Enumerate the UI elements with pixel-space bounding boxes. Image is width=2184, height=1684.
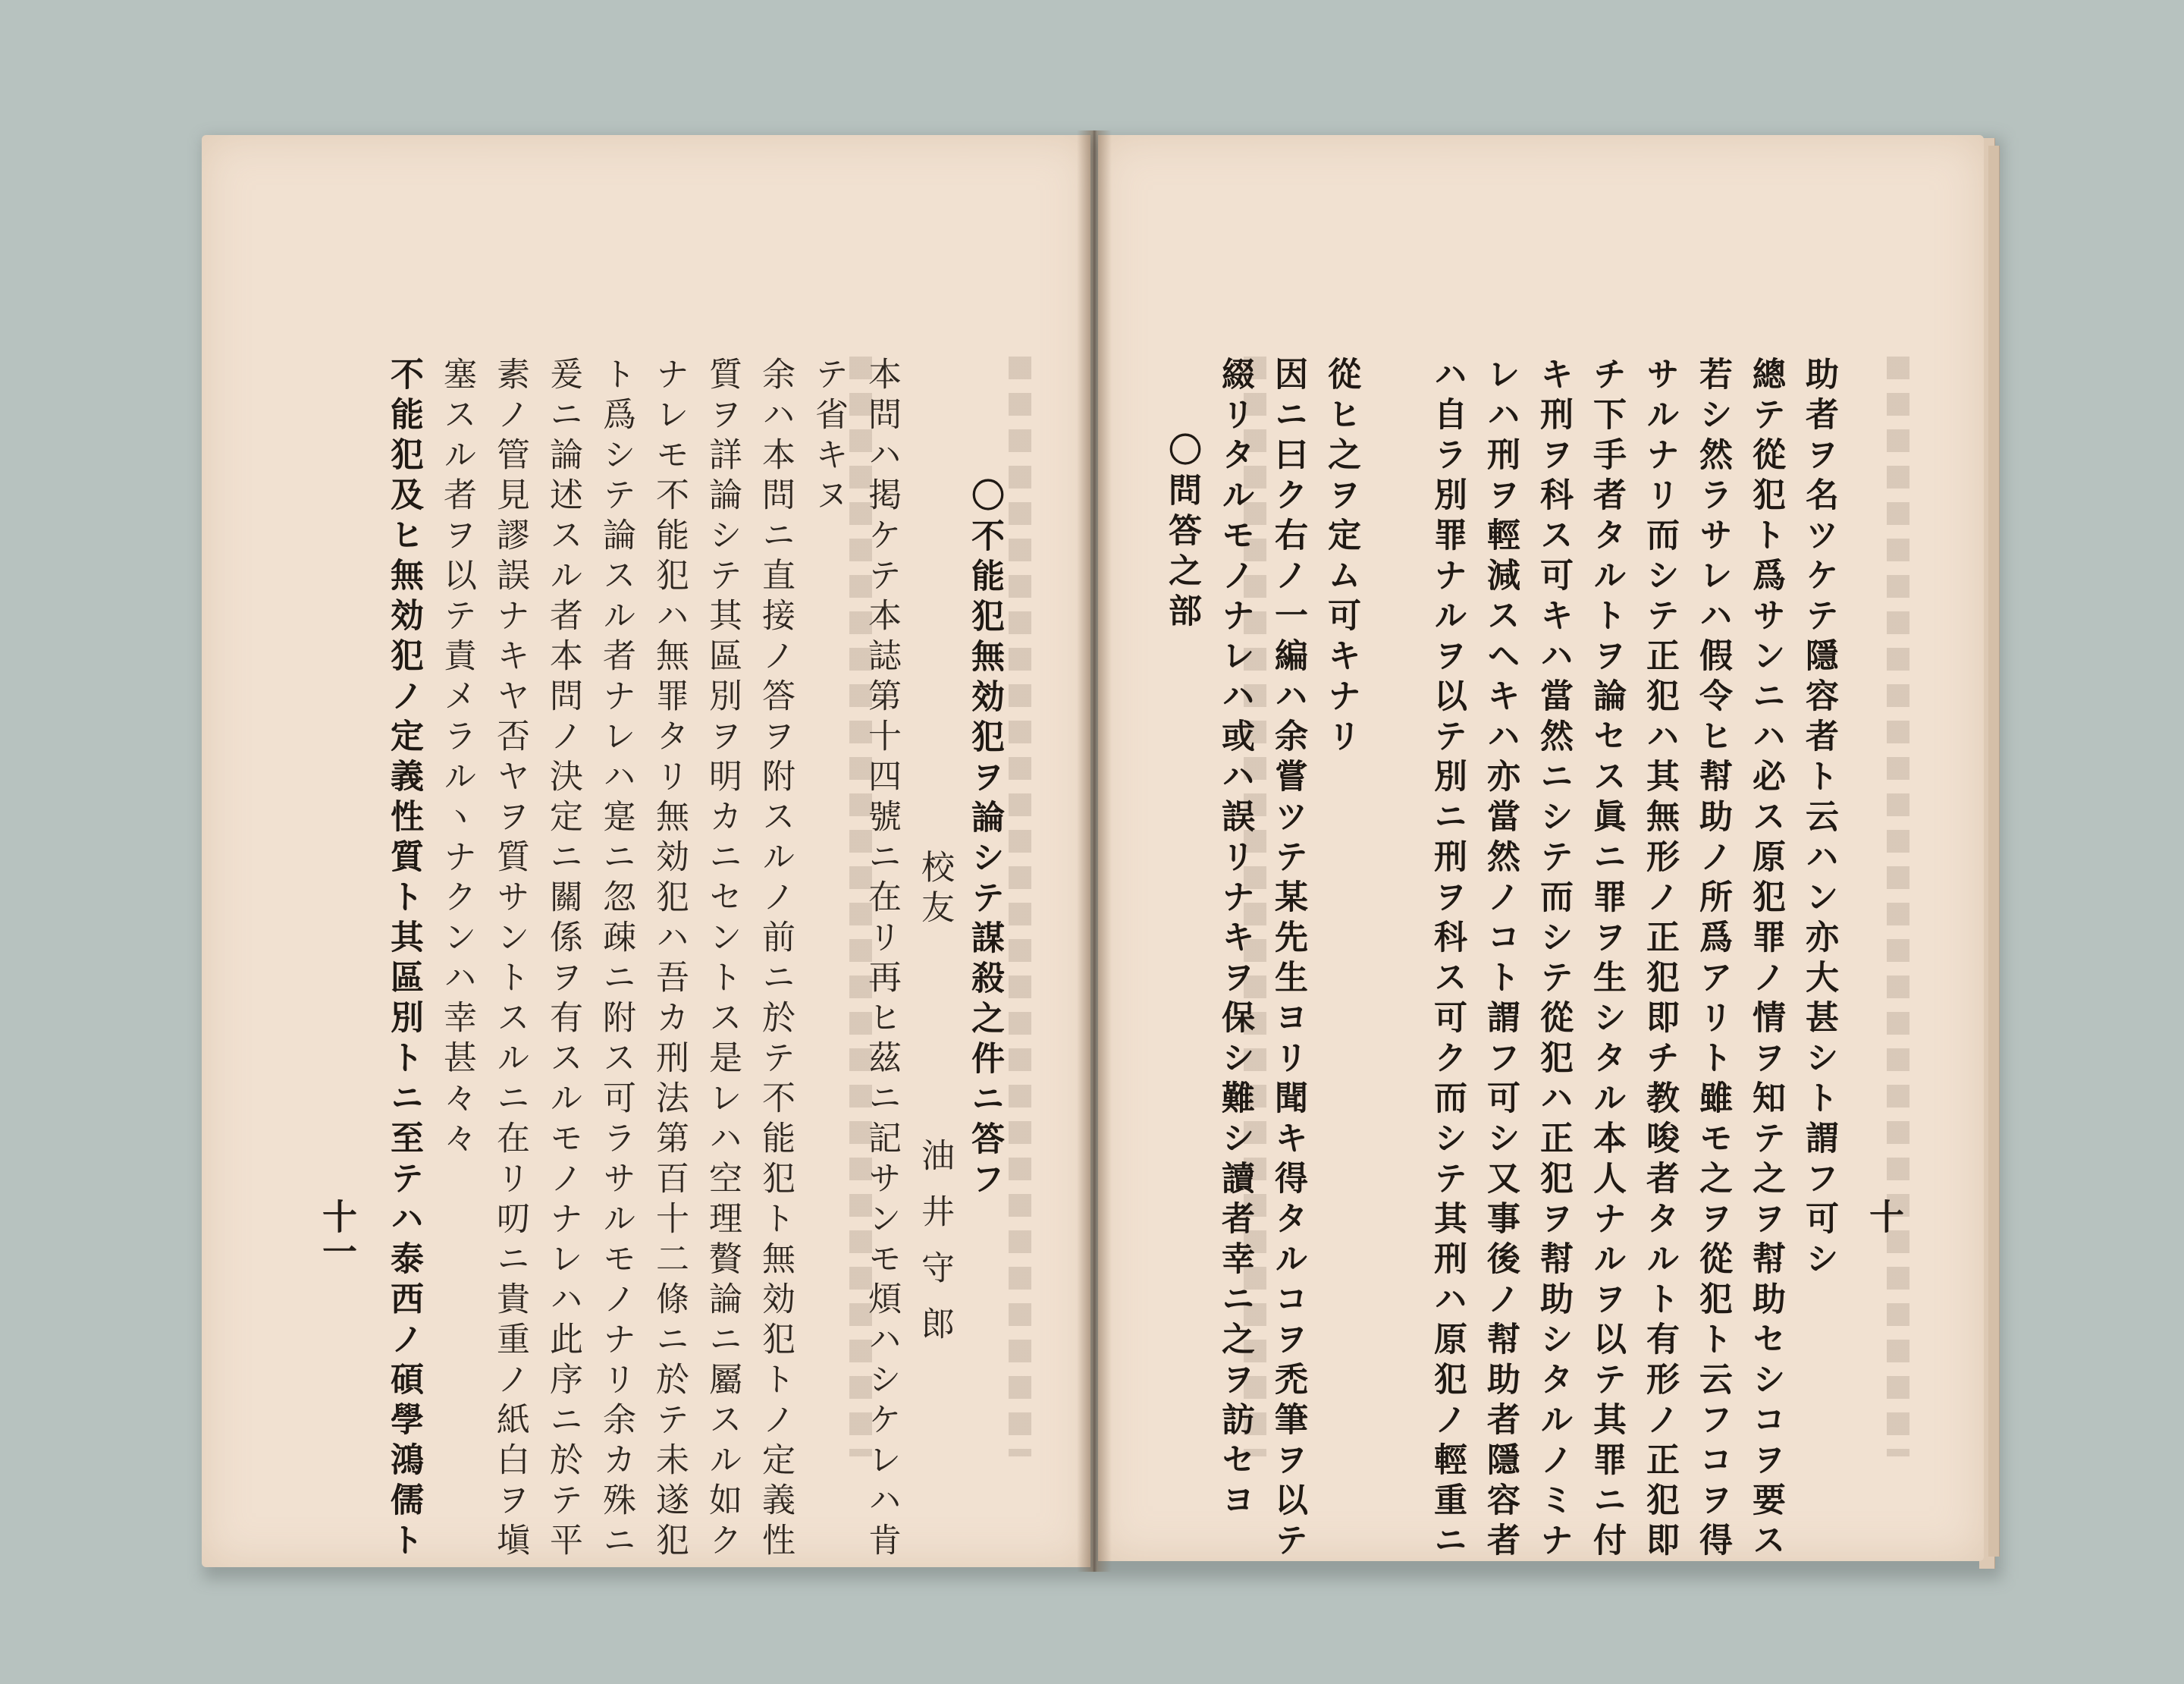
text-column: 助者ヲ名ツケテ隱容者ト云ハン亦大甚シト謂フ可シ	[1800, 357, 1838, 1281]
text-column: 總テ從犯ト爲サンニハ必ス原犯罪ノ情ヲ知テ之ヲ幇助セシコヲ要ス	[1746, 357, 1785, 1563]
show-through	[1009, 357, 1031, 1456]
text-column: ト爲シテ論スル者ナレハ寔ニ忽疎ニ附ス可ラサルモノナリ余カ殊ニ	[597, 357, 635, 1563]
text-column: キ刑ヲ科ス可キハ當然ニシテ而シテ從犯ハ正犯ヲ幇助シタルノミナ	[1534, 357, 1573, 1563]
text-column: 本問ハ掲ケテ本誌第十四號ニ在リ再ヒ茲ニ記サンモ煩ハシケレハ肯	[862, 357, 901, 1563]
text-column: チ下手者タルトヲ論セス眞ニ罪ヲ生シタル本人ナルヲ以テ其罪ニ付	[1587, 357, 1626, 1563]
text-column: 余ハ本問ニ直接ノ答ヲ附スルノ前ニ於テ不能犯ト無効犯トノ定義性	[756, 357, 795, 1563]
text-column: ナレモ不能犯ハ無罪タリ無効犯ハ吾カ刑法第百十二條ニ於テ未遂犯	[650, 357, 689, 1563]
text-column: 因ニ曰ク右ノ一編ハ余嘗ツテ某先生ヨリ聞キ得タルコヲ禿筆ヲ以テ	[1269, 357, 1307, 1563]
section-heading: 〇問答之部	[1163, 432, 1201, 633]
school-label: 校友	[915, 850, 954, 930]
text-column: 不能犯及ヒ無効犯ノ定義性質ト其區別トニ至テハ泰西ノ碩學鴻儒ト	[384, 357, 423, 1563]
text-column: 若シ然ラサレハ假令ヒ幇助ノ所爲アリト雖モ之ヲ從犯ト云フコヲ得	[1693, 357, 1732, 1563]
text-column: サルナリ而シテ正犯ハ其無形ノ正犯即チ教唆者タルト有形ノ正犯即	[1640, 357, 1679, 1563]
text-column: 爰ニ論述スル者本問ノ決定ニ關係ヲ有スルモノナレハ此序ニ於テ平	[544, 357, 582, 1563]
text-column: レハ刑ヲ輕減スヘキハ亦當然ノコト謂フ可シ又事後ノ幇助者隱容者	[1481, 357, 1520, 1563]
article-heading: 〇不能犯無効犯ヲ論シテ謀殺之件ニ答フ	[965, 478, 1004, 1202]
text-column: 素ノ管見謬誤ナキヤ否ヤヲ質サントスルニ在リ叨ニ貴重ノ紙白ヲ塡	[491, 357, 529, 1563]
page-edges-inner	[1988, 146, 2000, 1557]
text-column: 綴リタルモノナレハ或ハ誤リナキヲ保シ難シ讀者幸ニ之ヲ訪セヨ	[1216, 357, 1254, 1522]
text-column: 質ヲ詳論シテ其區別ヲ明カニセントス是レハ空理贅論ニ屬スル如ク	[703, 357, 742, 1563]
text-column: 從ヒ之ヲ定ム可キナリ	[1322, 357, 1360, 759]
author-name: 油井守郎	[915, 1138, 954, 1362]
book-gutter	[1077, 130, 1112, 1572]
folio-left: 十一	[317, 1199, 358, 1268]
text-column: テ省キヌ	[809, 357, 848, 517]
show-through	[1887, 357, 1909, 1456]
left-page	[202, 135, 1090, 1567]
text-column: ハ自ラ別罪ナルヲ以テ別ニ刑ヲ科ス可ク而シテ其刑ハ原犯ノ輕重ニ	[1428, 357, 1467, 1563]
folio-right: 十	[1864, 1199, 1905, 1233]
text-column: 塞スル者ヲ以テ責メラルヽナクンハ幸甚々々	[438, 357, 476, 1161]
